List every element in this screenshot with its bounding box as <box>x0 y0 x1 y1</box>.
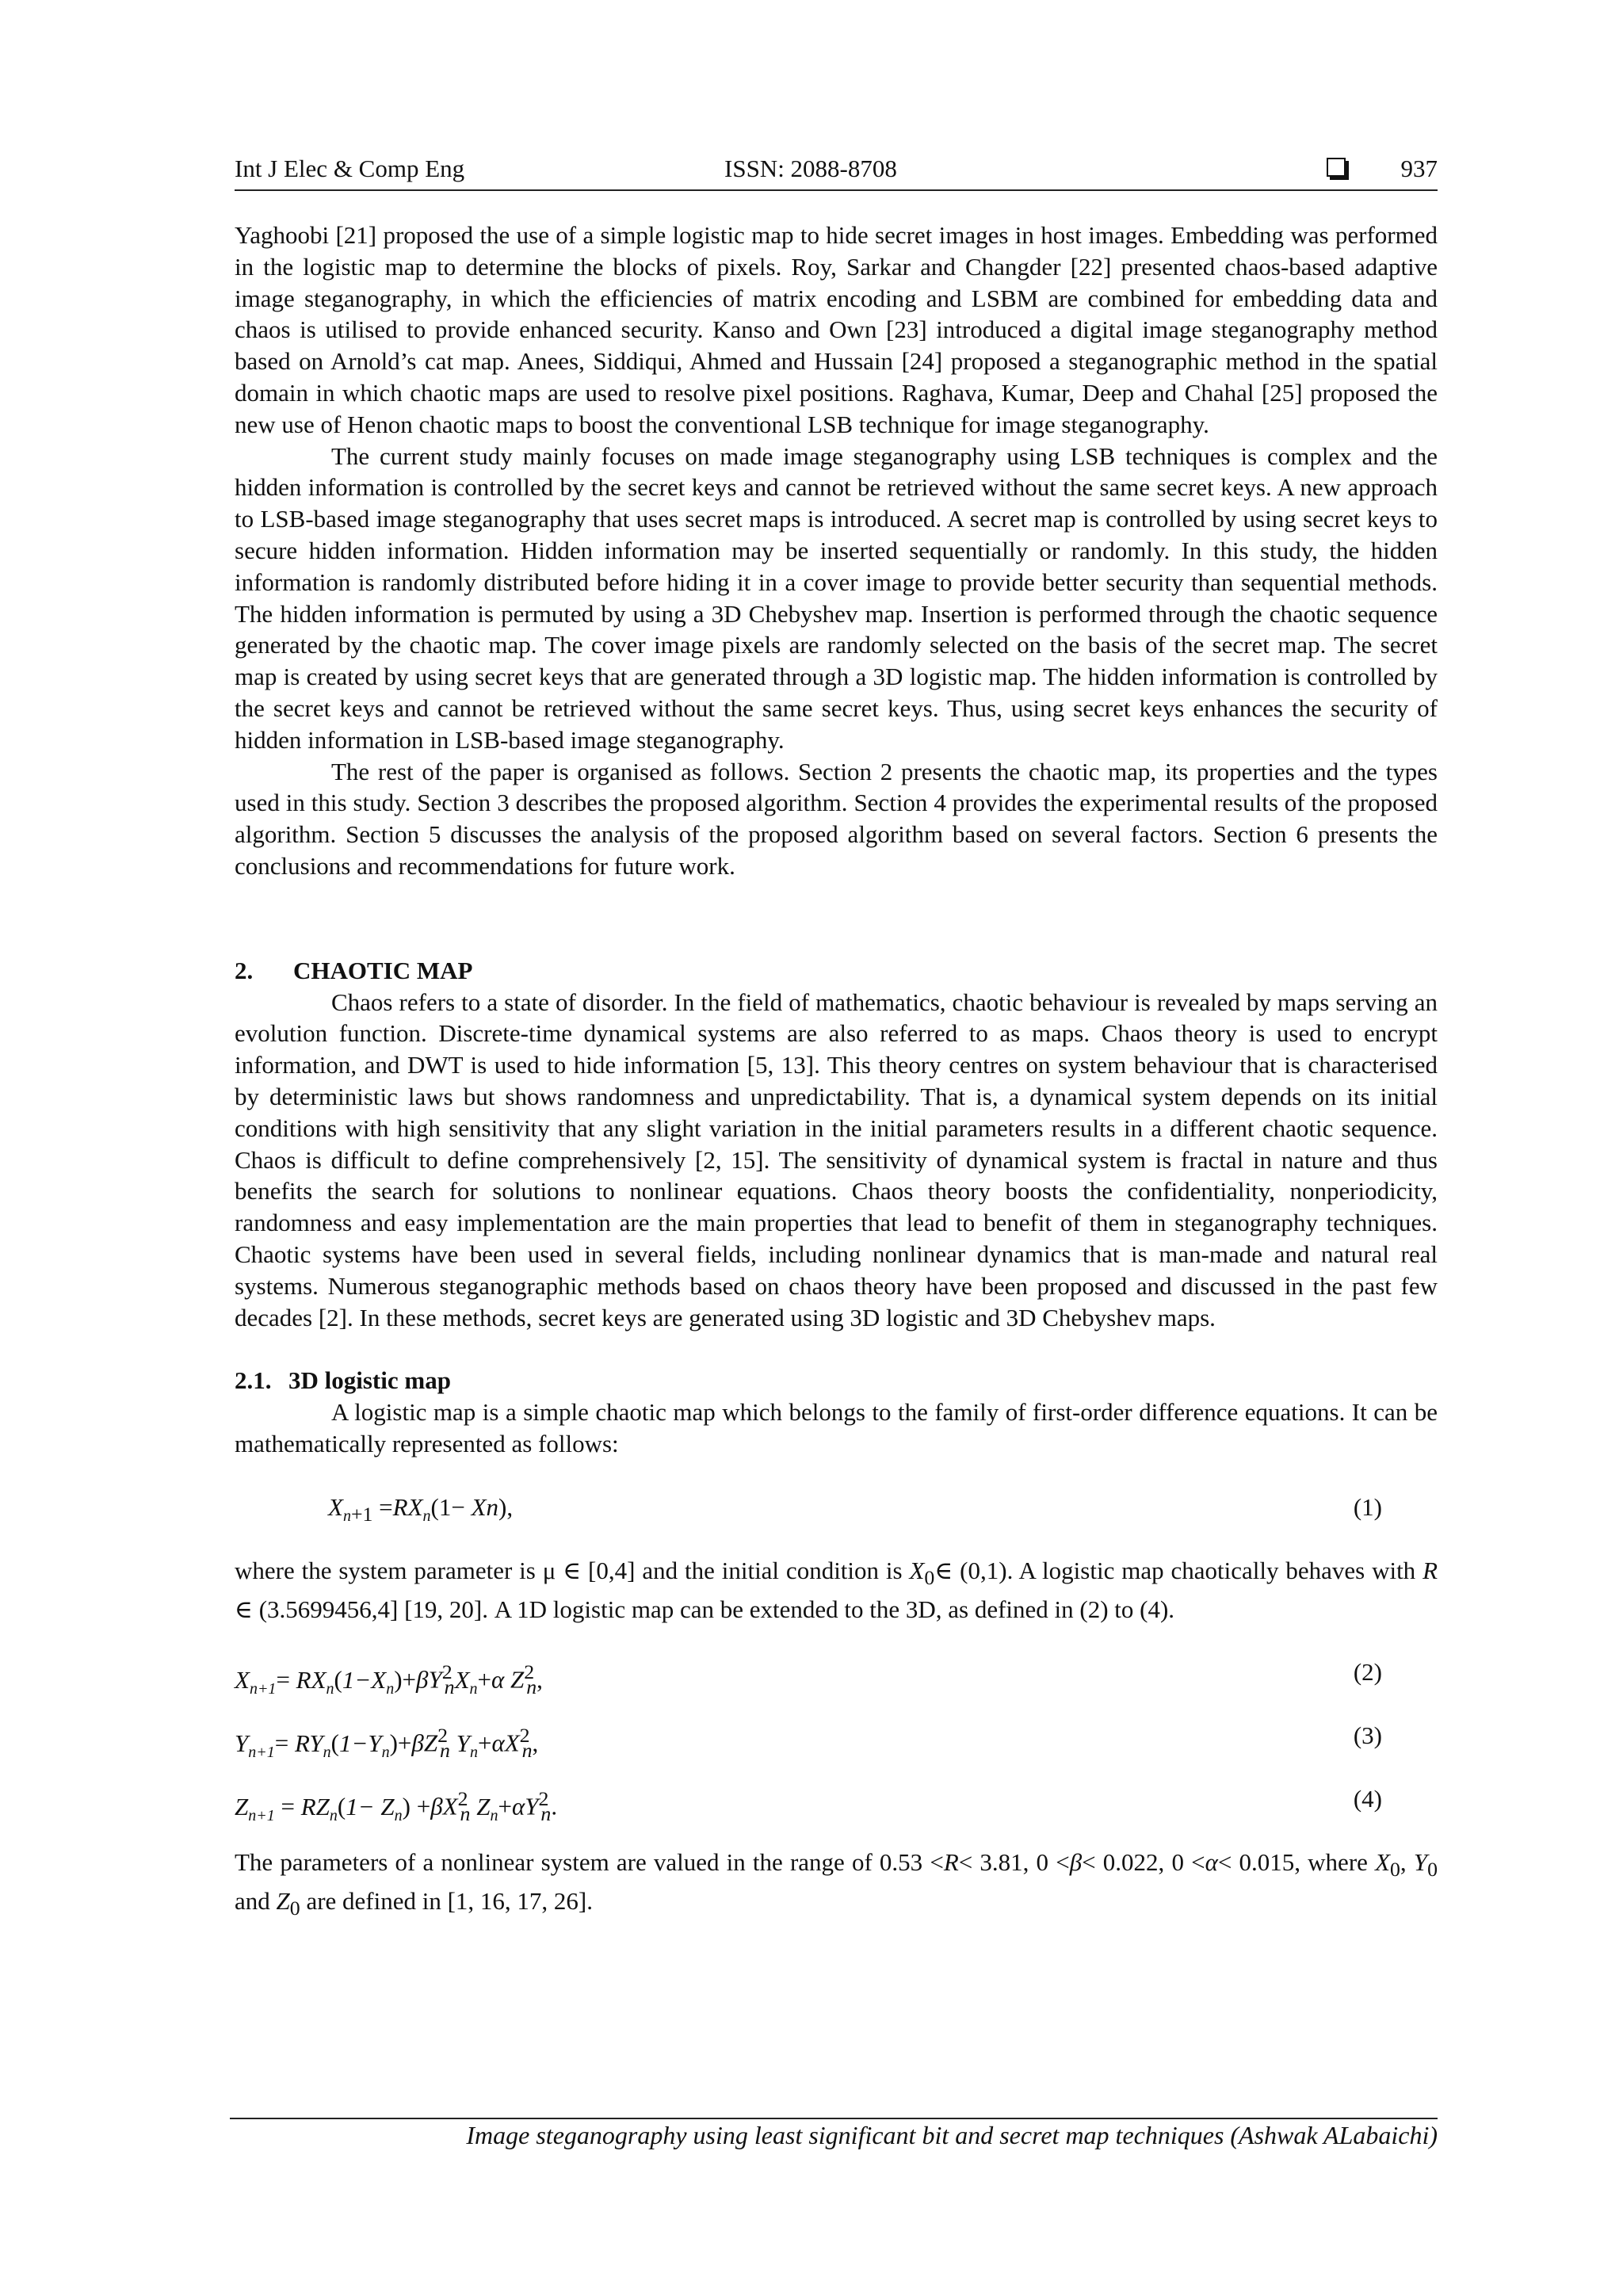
page-header <box>235 153 1438 191</box>
section-heading <box>235 955 1438 987</box>
equation-2-expression: $X_{n+1}= RX_n(1-X_n)+\beta Y^2_nX_n+\alpha$ $Z^2_n$, <box>235 1660 543 1698</box>
equation-2 <box>235 1656 1438 1698</box>
equation-number: (3) <box>1353 1721 1382 1750</box>
equation-3-expression: $Y_{n+1}= RY_n(1-Y_n)+\beta Z^2_n$ $Y_n+\alpha X^2_n$, <box>235 1724 539 1762</box>
parameter-range-paragraph: The parameters of a nonlinear system are valued in the range of 0.53 <R< 3.81, 0 <β< 0.022, 0 <α< 0.015, where $X_0$, $Y_0$ and $Z_0$ are defined in [1, 16, 17, 26]. <box>235 1848 1438 1920</box>
equation-4 <box>235 1783 1438 1825</box>
equation-1 <box>235 1492 1438 1526</box>
equation-3 <box>235 1720 1438 1762</box>
intro-paragraph-1: Yaghoobi [21] proposed the use of a simple logistic map to hide secret images in host images. Embedding was performed in the logistic map to determine the blocks of pixels. Roy, Sarkar and Changder [22] presented chaos-based adaptive image steganography, in which the efficiencies of matrix encoding and LSBM are combined for embedding data and chaos is utilised to provide enhanced security. Kanso and Own [23] introduced a digital image steganography method based on Arnold’s cat map. Anees, Siddiqui, Ahmed and Hussain [24] proposed a steganographic method in the spatial domain in which chaotic maps are used to resolve pixel positions. Raghava, Kumar, Deep and Chahal [25] proposed the new use of Henon chaotic maps to boost the conventional LSB technique for image steganography. <box>235 221 1438 438</box>
page-body <box>235 220 1438 1924</box>
subsection-number: 2.1. <box>235 1366 272 1395</box>
issn: ISSN: 2088-8708 <box>724 155 897 182</box>
section-number: 2. <box>235 956 254 984</box>
subsection-heading <box>235 1365 1438 1396</box>
section-paragraph: Chaos refers to a state of disorder. In the field of mathematics, chaotic behaviour is revealed by maps serving an evolution function. Discrete-time dynamical systems are also referred to as maps. Chaos theory is used to encrypt information, and DWT is used to hide information [5, 13]. This theory centres on system behaviour that is characterised by deterministic laws but shows randomness and unpredictability. That is, a dynamical system depends on its initial conditions with high sensitivity that any slight variation in the initial parameters results in a different chaotic sequence. Chaos is difficult to define comprehensively [2, 15]. The sensitivity of dynamical system is fractal in nature and thus benefits the search for solutions to nonlinear equations. Chaos theory boosts the confidentiality, nonperiodicity, randomness and easy implementation are the main properties that lead to benefit of them in steganography techniques. Chaotic systems have been used in several fields, including nonlinear dynamics that is man-made and natural real systems. Numerous steganographic methods based on chaos theory have been proposed and discussed in the past few decades [2]. In these methods, secret keys are generated using 3D logistic and 3D Chebyshev maps. <box>235 988 1438 1331</box>
intro-paragraph-3: The rest of the paper is organised as follows. Section 2 presents the chaotic map, its properties and the types used in this study. Section 3 describes the proposed algorithm. Section 4 provides the experimental results of the proposed algorithm. Section 5 discusses the analysis of the proposed algorithm based on several factors. Section 6 presents the conclusions and recommendations for future work. <box>235 757 1438 880</box>
page-number: 937 <box>1400 155 1438 182</box>
subsection-paragraph: A logistic map is a simple chaotic map which belongs to the family of first-order difference equations. It can be mathematically represented as follows: <box>235 1398 1438 1457</box>
journal-name: Int J Elec & Comp Eng <box>235 155 465 182</box>
subsection-title: 3D logistic map <box>288 1366 451 1395</box>
equation-number: (4) <box>1353 1785 1382 1813</box>
equation-number: (1) <box>1353 1492 1382 1521</box>
square-bullet-icon <box>1327 158 1346 177</box>
equation-4-expression: $Z_{n+1} = RZ_n(1- Z_n) +\beta X^2_n$ $Z_n+\alpha Y^2_n$. <box>235 1787 558 1825</box>
running-title: Image steganography using least significant bit and secret map techniques (Ashwak ALabaichi) <box>466 2121 1438 2149</box>
equation-1-expression: $X_{n+1} =RX_n(1- Xn)$, <box>328 1492 514 1526</box>
equation-explanation: where the system parameter is μ ∈ [0,4] and the initial condition is $X_0\in$ (0,1). A logistic map chaotically behaves with R ∈ (3.5699456,4] [19, 20]. A 1D logistic map can be extended to the 3D, as defined in (2) to (4). <box>235 1556 1438 1623</box>
intro-paragraph-2: The current study mainly focuses on made image steganography using LSB techniques is complex and the hidden information is controlled by the secret keys and cannot be retrieved without the same secret keys. A new approach to LSB-based image steganography that uses secret maps is introduced. A secret map is controlled by using secret keys to secure hidden information. Hidden information may be inserted sequentially or randomly. In this study, the hidden information is randomly distributed before hiding it in a cover image to provide better security than sequential methods. The hidden information is permuted by using a 3D Chebyshev map. Insertion is performed through the chaotic sequence generated by the chaotic map. The cover image pixels are randomly selected on the basis of the secret map. The secret map is created by using secret keys that are generated through a 3D logistic map. The hidden information is controlled by the secret keys and cannot be retrieved without the same secret keys. Thus, using secret keys enhances the security of hidden information in LSB-based image steganography. <box>235 441 1438 754</box>
equation-number: (2) <box>1353 1658 1382 1687</box>
section-title: CHAOTIC MAP <box>293 956 473 984</box>
